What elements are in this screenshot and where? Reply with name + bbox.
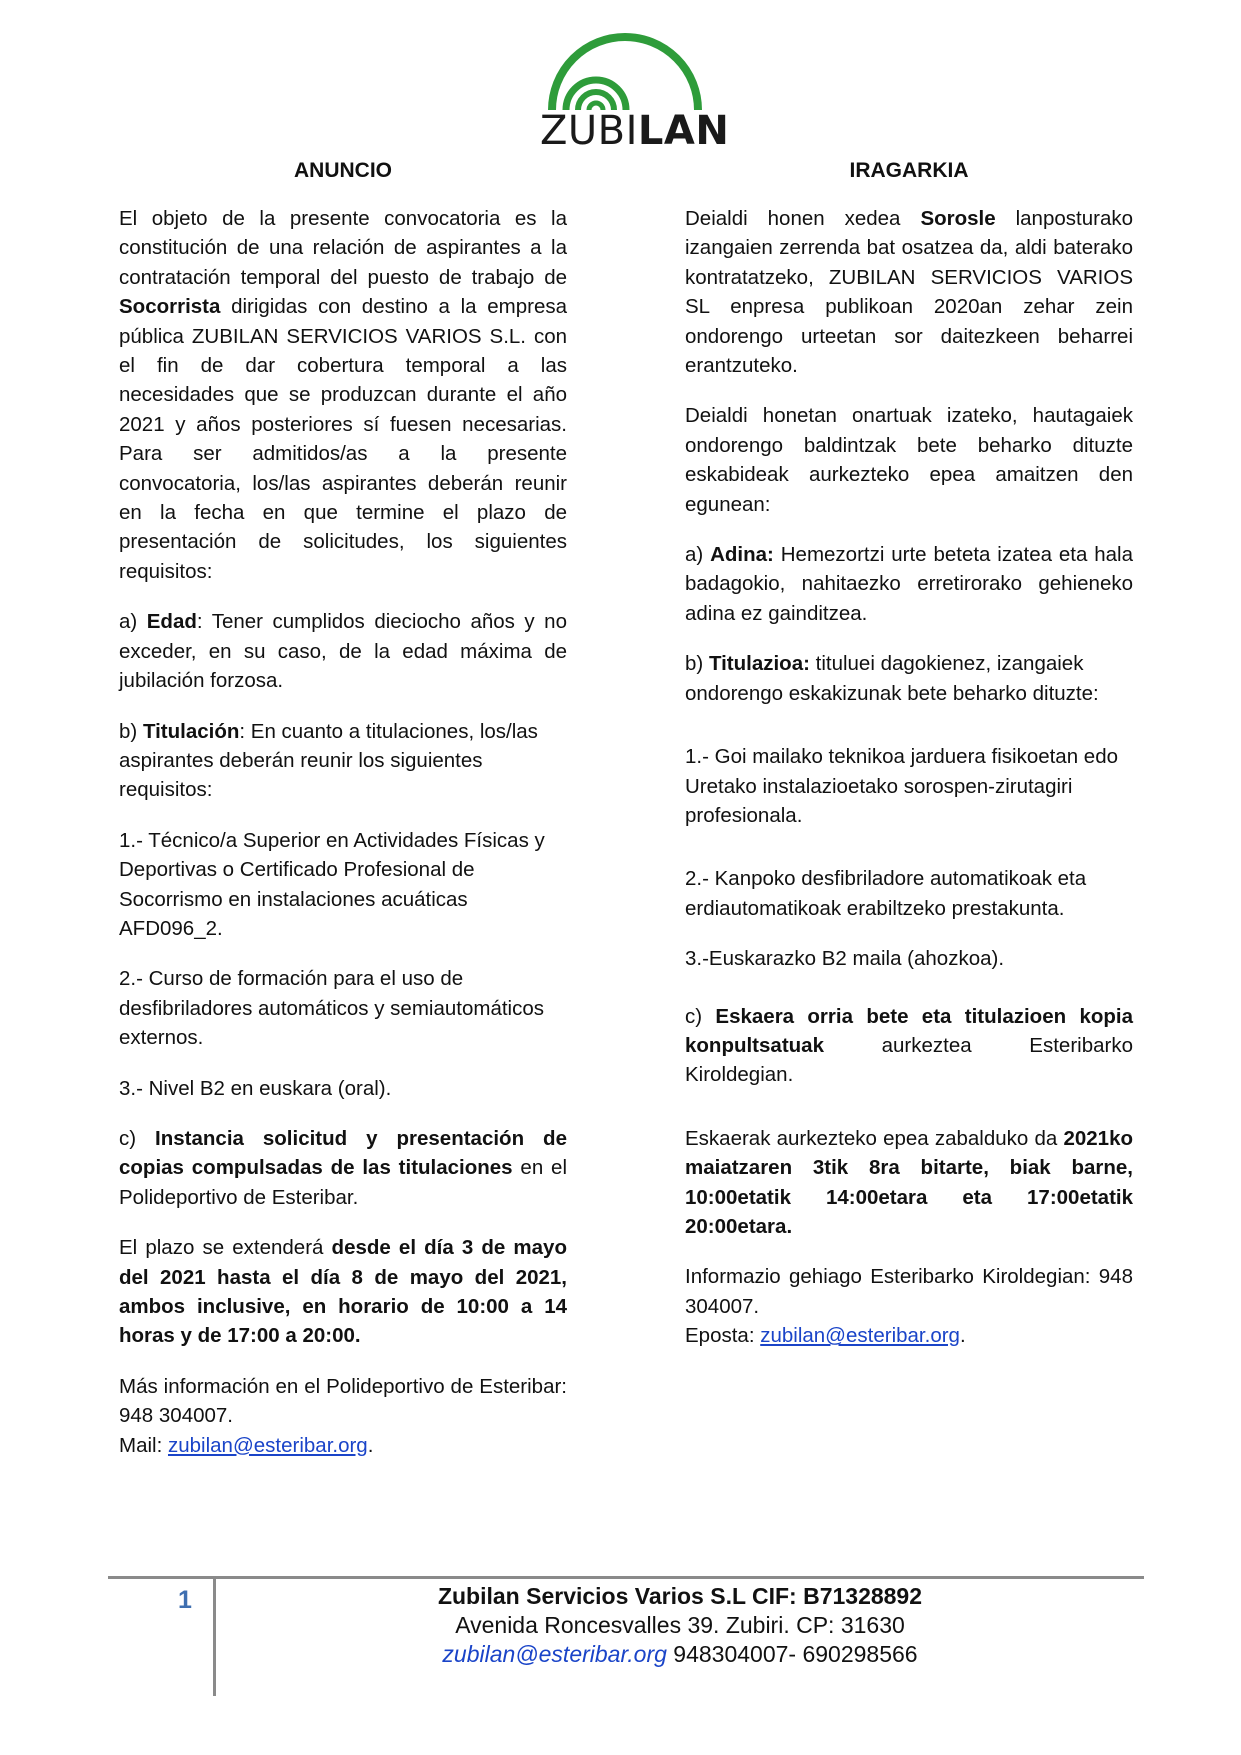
spanish-column [119,158,567,1460]
info-paragraph: Más información en el Polideportivo de Esteribar: 948 304007. Mail: zubilan@esteribar.org. [119,1374,567,1457]
instancia-paragraph: c) Instancia solicitud y presentación de copias compulsadas de las titulaciones en el Polideportivo de Esteribar. [119,1126,567,1209]
footer-contact: zubilan@esteribar.org 948304007- 690298566 [442,1641,918,1667]
baldintzak-paragraph: Deialdi honetan onartuak izateko, hautagaiek ondorengo baldintzak bete beharko dituzte eskabideak aurkezteko epea amaitzen den egunean: [685,404,1133,516]
epea-paragraph: Eskaerak aurkezteko epea zabalduko da 2021ko maiatzaren 3tik 8ra bitarte, biak barne, 10:00etatik 14:00etara eta 17:00etatik 20:00etara. [685,1126,1133,1238]
logo-arcs-icon [540,22,710,117]
adina-paragraph: a) Adina: Hemezortzi urte beteta izatea eta hala badagokio, nahitaezko erretirorako gehieneko adina ez gainditzea. [685,543,1133,625]
zubilan-logo [540,22,730,154]
footer-divider [108,1576,1144,1579]
requisito-2: 2.- Curso de formación para el uso de desfibriladores automáticos y semiautomáticos externos. [119,967,544,1050]
eskakizuna-2: 2.- Kanpoko desfibriladore automatikoak eta erdiautomatikoak erabiltzeko prestakunta. [685,867,1087,920]
plazo-paragraph: El plazo se extenderá desde el día 3 de mayo del 2021 hasta el día 8 de mayo del 2021, ambos inclusive, en horario de 10:00 a 14 horas y de 17:00 a 20:00. [119,1236,567,1348]
titulacion-paragraph: b) Titulación: En cuanto a titulaciones, los/las aspirantes deberán reunir los siguientes requisitos: [119,719,538,802]
iragarkia-title: IRAGARKIA [849,159,969,182]
objeto-paragraph: El objeto de la presente convocatoria es la constitución de una relación de aspirantes a la contratación temporal del puesto de trabajo de Socorrista dirigidas con destino a la empresa pública ZUBILAN SERVICIOS VARIOS S.L. con el fin de dar cobertura temporal a las necesidades que se produzcan durante el año 2021 y años posteriores sí fuesen necesarias. Para ser admitidos/as a la presente convocatoria, los/las aspirantes deberán reunir en la fecha en que termine el plazo de presentación de solicitudes, los siguientes requisitos: [119,207,567,583]
anuncio-title: ANUNCIO [294,159,392,182]
informazioa-paragraph: Informazio gehiago Esteribarko Kiroldegian: 948 304007. Eposta: zubilan@esteribar.org. [685,1265,1133,1348]
footer-address: Avenida Roncesvalles 39. Zubiri. CP: 31630 [455,1612,905,1638]
footer-vertical-divider [213,1578,216,1696]
eskaera-paragraph: c) Eskaera orria bete eta titulazioen kopia konpultsatuak aurkeztea Esteribarko Kiroldegian. [685,1004,1134,1087]
eposta-link[interactable]: zubilan@esteribar.org [760,1324,960,1348]
basque-column [685,158,1133,1351]
eskakizuna-3: 3.-Euskarazko B2 maila (ahozkoa). [685,947,1005,971]
logo-wordmark: ZUBILAN [540,108,730,154]
edad-paragraph: a) Edad: Tener cumplidos dieciocho años y no exceder, en su caso, de la edad máxima de jubilación forzosa. [119,610,567,693]
titulazioa-paragraph: b) Titulazioa: tituluei dagokienez, izangaiek ondorengo eskakizunak bete beharko dituzte: [685,652,1099,705]
footer-mail[interactable]: zubilan@esteribar.org [442,1641,667,1667]
eskakizuna-1: 1.- Goi mailako teknikoa jarduera fisikoetan edo Uretako instalazioetako sorospen-zirutagiri profesionala. [685,745,1119,827]
mail-link[interactable]: zubilan@esteribar.org [167,1433,368,1457]
footer-company: Zubilan Servicios Varios S.L CIF: B71328892 [437,1583,923,1609]
footer [380,1582,980,1669]
requisito-3: 3.- Nivel B2 en euskara (oral). [119,1076,392,1100]
page-number: 1 [178,1586,192,1614]
xedea-paragraph: Deialdi honen xedea Sorosle lanposturako izangaien zerrenda bat osatzea da, aldi baterako kontratatzeko, ZUBILAN SERVICIOS VARIOS SL enpresa publikoan 2020an zehar zein ondorengo urteetan sor daitezkeen beharrei erantzuteko. [685,207,1133,378]
requisito-1: 1.- Técnico/a Superior en Actividades Físicas y Deportivas o Certificado Profesional de Socorrismo en instalaciones acuáticas AFD096_2. [119,828,545,940]
